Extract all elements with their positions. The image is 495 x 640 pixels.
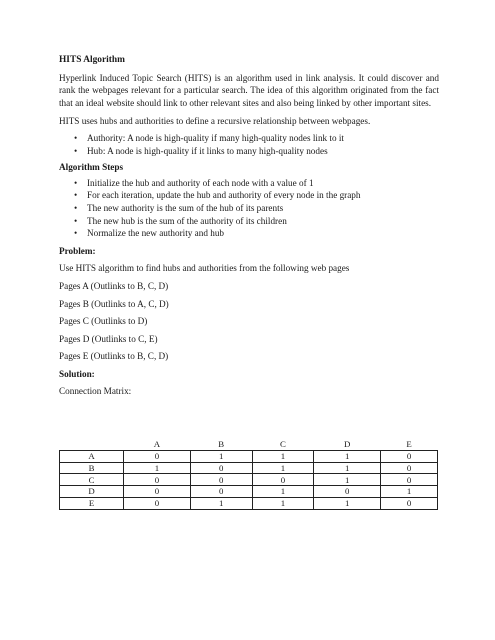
matrix-cell: 1: [314, 462, 381, 474]
matrix-cell: 0: [190, 486, 252, 498]
list-item: • For each iteration, update the hub and authority of every node in the graph: [74, 190, 361, 201]
page-line: Pages C (Outlinks to D): [59, 316, 148, 327]
problem-text: Use HITS algorithm to find hubs and authorities from the following web pages: [59, 263, 350, 274]
matrix-corner: [60, 439, 124, 450]
row-header: A: [60, 450, 124, 462]
table-row: [60, 462, 438, 474]
table-row: [60, 486, 438, 498]
list-item: • Hub: A node is high-quality if it links to many high-quality nodes: [74, 145, 328, 156]
list-item: • Authority: A node is high-quality if many high-quality nodes link to it: [74, 132, 344, 143]
hits-definition: HITS uses hubs and authorities to define a recursive relationship between webpages.: [59, 116, 371, 127]
matrix-cell: 1: [190, 450, 252, 462]
row-header: C: [60, 474, 124, 486]
table-row: [60, 474, 438, 486]
matrix-cell: 0: [381, 474, 438, 486]
matrix-cell: 0: [190, 474, 252, 486]
steps-list: [59, 177, 439, 240]
matrix-cell: 0: [190, 462, 252, 474]
list-item: • The new hub is the sum of the authority of its children: [74, 215, 287, 226]
document-title: HITS Algorithm: [59, 55, 125, 65]
matrix-cell: 0: [124, 450, 191, 462]
column-header: C: [252, 439, 314, 450]
matrix-cell: 0: [381, 450, 438, 462]
connection-matrix: [59, 439, 438, 510]
list-item: • The new authority is the sum of the hub of its parents: [74, 202, 284, 213]
matrix-cell: 1: [252, 450, 314, 462]
steps-heading: Algorithm Steps: [59, 162, 124, 173]
matrix-cell: 0: [124, 474, 191, 486]
matrix-cell: 0: [381, 462, 438, 474]
definition-list: [59, 132, 439, 157]
matrix-cell: 1: [252, 497, 314, 509]
matrix-cell: 1: [314, 497, 381, 509]
matrix-header-row: [60, 439, 438, 450]
matrix-cell: 1: [314, 450, 381, 462]
bullet-icon: •: [74, 202, 78, 213]
page-line: Pages D (Outlinks to C, E): [59, 333, 158, 344]
solution-heading: Solution:: [59, 368, 95, 379]
list-item: • Initialize the hub and authority of each node with a value of 1: [74, 177, 314, 188]
bullet-icon: •: [74, 132, 78, 143]
intro-paragraph: Hyperlink Induced Topic Search (HITS) is an algorithm used in link analysis. It could discover and rank the webpages relevant for a particular search. The idea of this algorithm originated from the fact that an ideal website should link to other relevant sites and also being linked by other important sites.: [59, 72, 439, 108]
bullet-icon: •: [74, 177, 78, 188]
column-header: B: [190, 439, 252, 450]
list-item: • Normalize the new authority and hub: [74, 228, 225, 239]
matrix-cell: 1: [381, 486, 438, 498]
problem-heading: Problem:: [59, 245, 96, 256]
table-row: [60, 497, 438, 509]
row-header: E: [60, 497, 124, 509]
bullet-icon: •: [74, 190, 78, 201]
matrix-cell: 1: [124, 462, 191, 474]
matrix-cell: 1: [314, 474, 381, 486]
matrix-cell: 1: [190, 497, 252, 509]
matrix-cell: 0: [124, 486, 191, 498]
bullet-icon: •: [74, 215, 78, 226]
row-header: B: [60, 462, 124, 474]
matrix-cell: 0: [314, 486, 381, 498]
matrix-cell: 0: [124, 497, 191, 509]
document-body: [59, 54, 439, 403]
bullet-icon: •: [74, 228, 78, 239]
column-header: D: [314, 439, 381, 450]
page-line: Pages B (Outlinks to A, C, D): [59, 298, 169, 309]
column-header: E: [381, 439, 438, 450]
page-line: Pages A (Outlinks to B, C, D): [59, 280, 169, 291]
matrix-cell: 1: [252, 462, 314, 474]
column-header: A: [124, 439, 191, 450]
bullet-icon: •: [74, 145, 78, 156]
matrix-caption: Connection Matrix:: [59, 386, 132, 397]
table-row: [60, 450, 438, 462]
matrix-cell: 0: [381, 497, 438, 509]
matrix-cell: 0: [252, 474, 314, 486]
matrix-cell: 1: [252, 486, 314, 498]
row-header: D: [60, 486, 124, 498]
page-line: Pages E (Outlinks to B, C, D): [59, 351, 169, 362]
